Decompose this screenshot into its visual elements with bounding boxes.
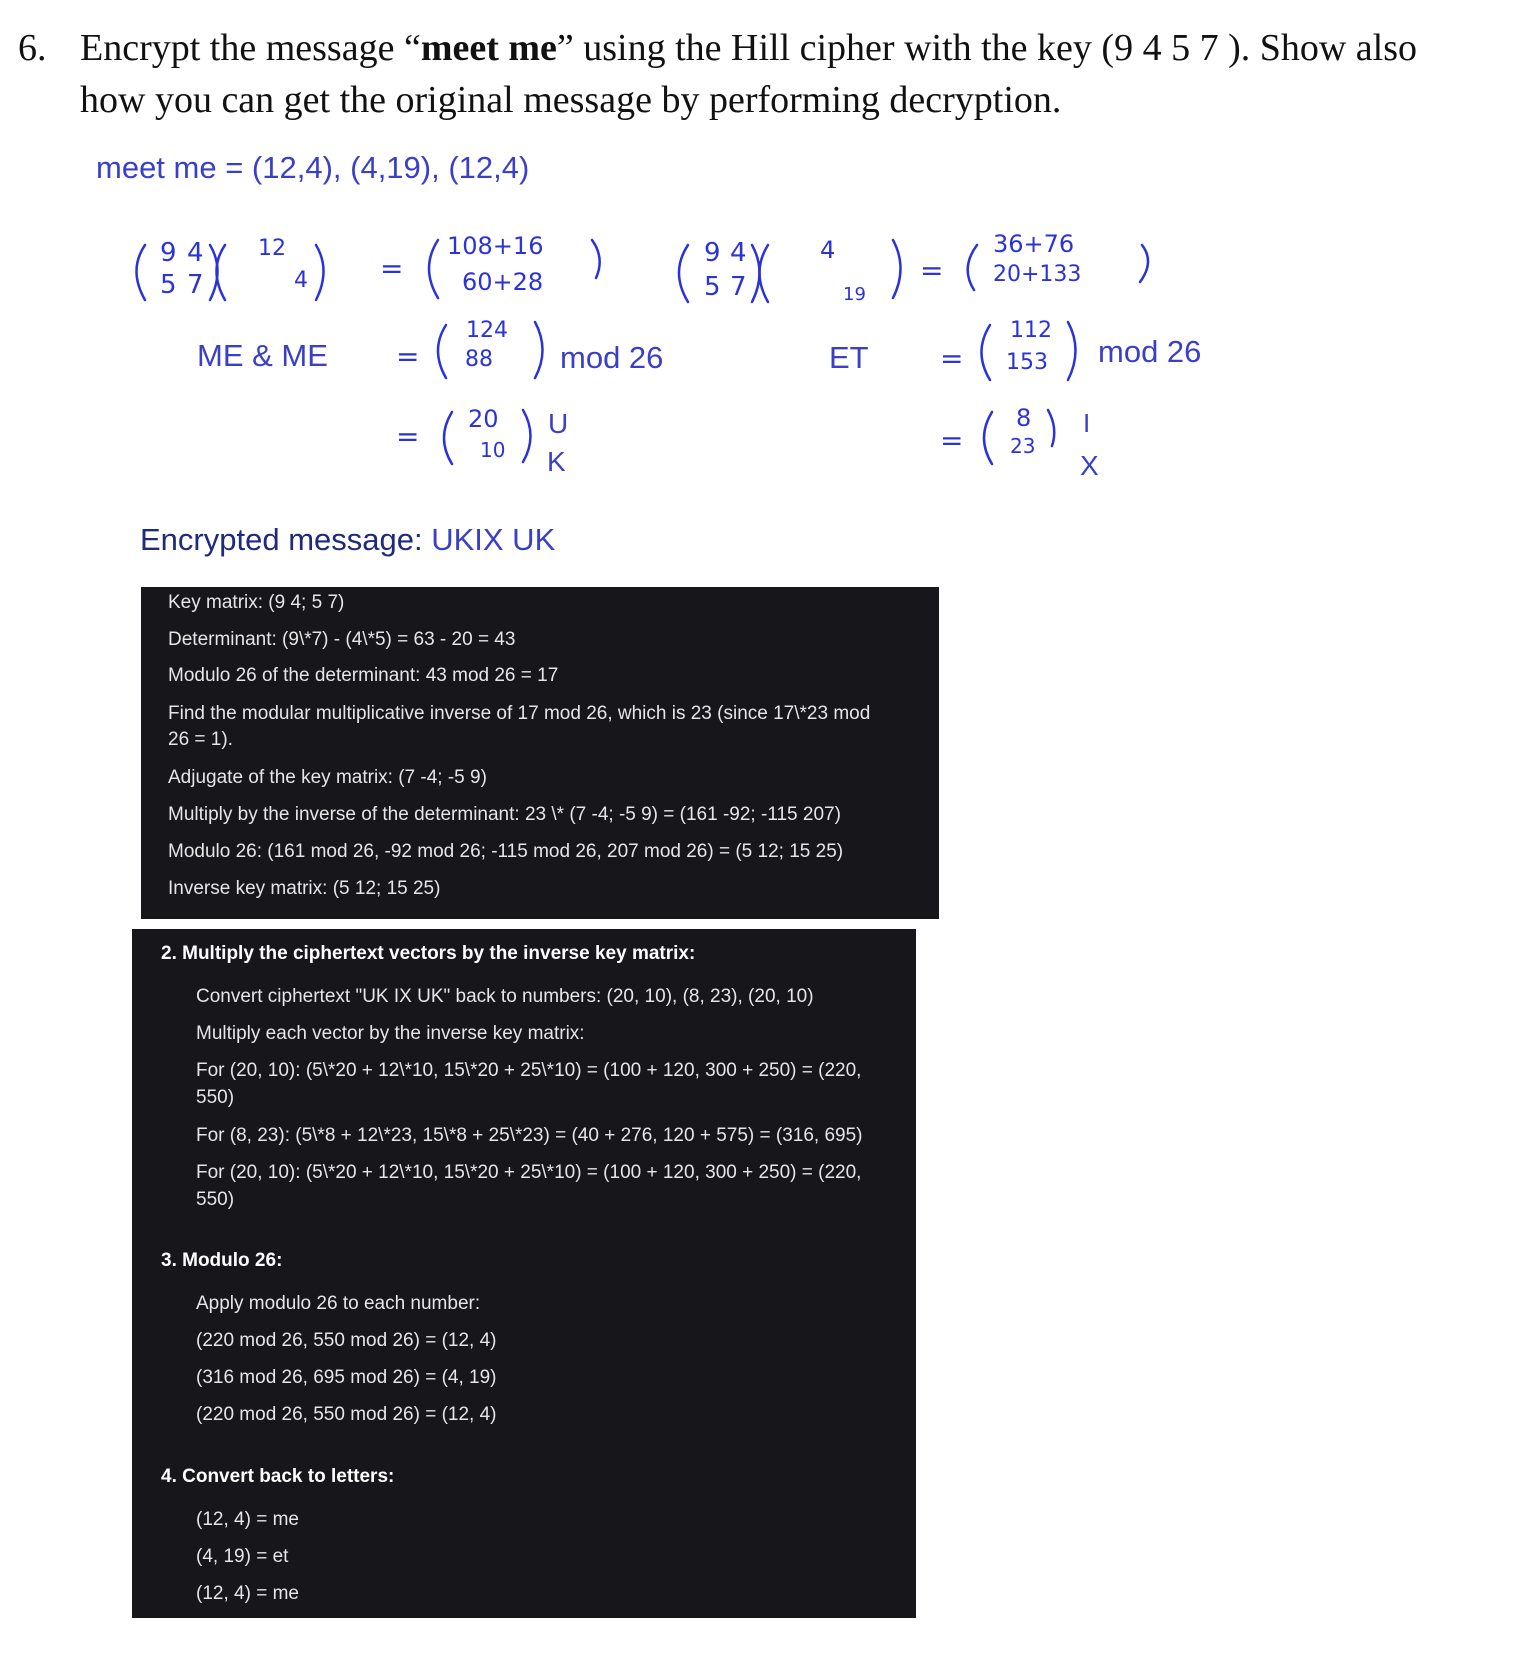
panel1-line: 26 = 1).: [168, 729, 233, 750]
question-text-post: ” using the Hill cipher with the key (9 4 5 7 ). Show also: [556, 27, 1418, 69]
step-4-heading: 4. Convert back to letters:: [161, 1466, 395, 1487]
paren-right-5: [523, 410, 531, 462]
letter-i: I: [1083, 408, 1091, 438]
panel1-line: Find the modular multiplicative inverse of 17 mod 26, which is 23 (since 17\*23 mod: [168, 703, 871, 724]
letter-u: U: [548, 408, 569, 439]
step-3-heading: 3. Modulo 26:: [161, 1250, 283, 1271]
step-2-line: For (20, 10): (5\*20 + 12\*10, 15\*20 + 25\*10) = (100 + 120, 300 + 250) = (220,: [196, 1060, 862, 1081]
paren-left-8: [968, 245, 977, 290]
right-sum-1: 112: [1010, 318, 1052, 343]
right-sum-2: 153: [1006, 350, 1048, 375]
left-equals-2: =: [396, 340, 420, 373]
left-res-1: 20: [468, 405, 499, 433]
step-3-line: (220 mod 26, 550 mod 26) = (12, 4): [196, 1404, 497, 1425]
question-line-2: how you can get the original message by performing decryption.: [80, 79, 1062, 121]
panel1-line: Determinant: (9\*7) - (4\*5) = 63 - 20 = 43: [168, 629, 516, 650]
left-key-m22: 7: [187, 270, 204, 300]
question-message: meet me: [420, 27, 557, 69]
mod-26-left: mod 26: [560, 340, 664, 375]
right-key-m11: 9: [704, 238, 721, 268]
paren-left-3: [429, 240, 438, 298]
paren-right-2: [316, 245, 324, 300]
right-res-1: 8: [1016, 404, 1032, 432]
panel1-line: Adjugate of the key matrix: (7 -4; -5 9): [168, 767, 487, 788]
message-numbers: meet me = (12,4), (4,19), (12,4): [96, 150, 530, 185]
left-vec-2: 4: [294, 268, 308, 293]
right-equals-3: =: [940, 424, 964, 457]
step-2-line: Convert ciphertext "UK IX UK" back to numbers: (20, 10), (8, 23), (20, 10): [196, 986, 814, 1007]
panel1-line: Inverse key matrix: (5 12; 15 25): [168, 878, 441, 899]
label-et: ET: [829, 340, 869, 375]
paren-left-2: [217, 245, 226, 300]
left-key-m21: 5: [160, 270, 177, 300]
step-3-line: Apply modulo 26 to each number:: [196, 1293, 481, 1314]
left-res-2: 10: [480, 438, 506, 462]
paren-left-7: [760, 245, 769, 302]
paren-left-4: [438, 325, 446, 378]
paren-right-7: [893, 240, 901, 298]
right-vec-1: 4: [820, 236, 836, 264]
step-2-line: For (8, 23): (5\*8 + 12\*23, 15\*8 + 25\*23) = (40 + 276, 120 + 575) = (316, 695): [196, 1125, 863, 1146]
decryption-steps-panel: [132, 929, 916, 1618]
step-2-heading: 2. Multiply the ciphertext vectors by the inverse key matrix:: [161, 943, 696, 964]
paren-right-9: [1068, 322, 1076, 380]
question-number: 6.: [18, 27, 47, 69]
left-row-2: 60+28: [462, 268, 544, 296]
step-4-line: (4, 19) = et: [196, 1546, 289, 1567]
right-key-m21: 5: [704, 272, 721, 302]
paren-left-1: [137, 245, 146, 300]
left-vec-1: 12: [258, 236, 286, 261]
paren-left-6: [679, 245, 688, 302]
encrypted-message: [140, 522, 555, 558]
right-key-m12: 4: [730, 238, 747, 268]
encrypted-value: UKIX UK: [431, 522, 556, 557]
right-equals-1: =: [920, 254, 944, 287]
paren-right-3: [592, 240, 600, 278]
left-key-m11: 9: [160, 238, 177, 268]
paren-right-8: [1140, 245, 1148, 282]
panel1-line: Key matrix: (9 4; 5 7): [168, 592, 345, 613]
handwritten-work: [0, 0, 1536, 520]
left-equals-1: =: [380, 252, 404, 285]
right-equals-2: =: [940, 342, 964, 375]
panel1-line: Modulo 26 of the determinant: 43 mod 26 = 17: [168, 665, 559, 686]
right-res-2: 23: [1010, 434, 1036, 458]
right-row-1: 36+76: [993, 230, 1075, 258]
step-4-line: (12, 4) = me: [196, 1583, 299, 1604]
right-vec-2: 19: [843, 284, 866, 305]
panel1-line: Modulo 26: (161 mod 26, -92 mod 26; -115 mod 26, 207 mod 26) = (5 12; 15 25): [168, 841, 844, 862]
label-me-me: ME & ME: [197, 338, 328, 373]
step-2-line: For (20, 10): (5\*20 + 12\*10, 15\*20 + 25\*10) = (100 + 120, 300 + 250) = (220,: [196, 1162, 862, 1183]
step-3-line: (220 mod 26, 550 mod 26) = (12, 4): [196, 1330, 497, 1351]
paren-left-5: [444, 412, 452, 464]
paren-right-4: [535, 322, 543, 378]
left-row-1: 108+16: [447, 232, 544, 260]
left-equals-3: =: [396, 420, 420, 453]
question-text-pre: Encrypt the message “: [80, 27, 421, 69]
paren-right-10: [1048, 410, 1054, 446]
inverse-key-panel: [141, 587, 939, 919]
mod-26-right: mod 26: [1098, 334, 1202, 369]
left-sum-1: 124: [466, 318, 508, 343]
paren-left-10: [984, 412, 992, 464]
step-2-line: 550): [196, 1189, 235, 1210]
right-row-2: 20+133: [993, 262, 1082, 287]
step-4-line: (12, 4) = me: [196, 1509, 299, 1530]
panel1-line: Multiply by the inverse of the determinant: 23 \* (7 -4; -5 9) = (161 -92; -115 207): [168, 804, 841, 825]
letter-x: X: [1080, 450, 1099, 481]
step-3-line: (316 mod 26, 695 mod 26) = (4, 19): [196, 1367, 497, 1388]
letter-k: K: [547, 446, 566, 477]
encrypted-label: Encrypted message:: [140, 522, 423, 557]
right-key-m22: 7: [730, 272, 747, 302]
left-sum-2: 88: [465, 347, 493, 372]
step-2-line: Multiply each vector by the inverse key matrix:: [196, 1023, 585, 1044]
paren-left-9: [982, 325, 991, 380]
step-2-line: 550): [196, 1087, 235, 1108]
left-key-m12: 4: [187, 238, 204, 268]
